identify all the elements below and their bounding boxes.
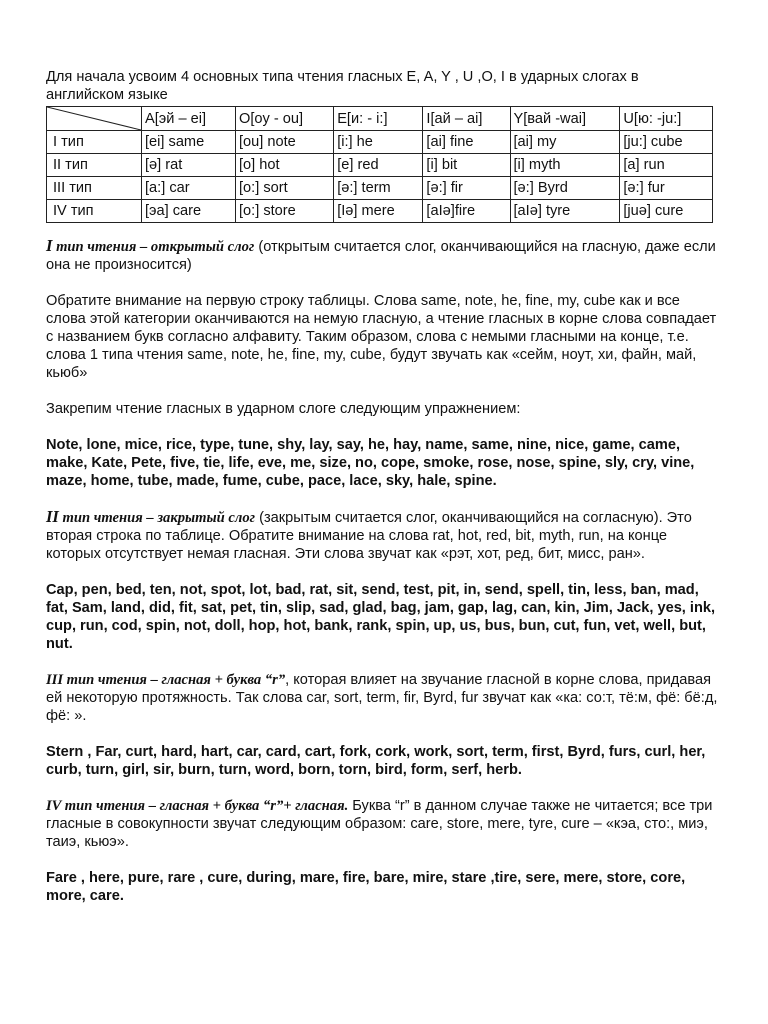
- vowel-reading-table: [46, 106, 713, 223]
- table-cell: [o:] sort: [235, 177, 333, 200]
- table-corner-cell: [47, 107, 142, 131]
- header-cell-o: O[oy - ou]: [235, 107, 333, 131]
- section-4-paragraph: [46, 797, 718, 851]
- section-1-numeral: I: [46, 236, 53, 255]
- section-3-paragraph: [46, 671, 718, 725]
- row-label: I тип: [47, 131, 142, 154]
- section-1-paragraph: Обратите внимание на первую строку таблицы. Слова same, note, he, fine, my, cube как и все слова этой категории оканчиваются на немую гласную, а чтение гласных в корне слова совпадает с названием букв согласно алфавиту. Таким образом, слова с немыми гласными на конце, т.е. слова 1 типа чтения same, note, he, fine, my, cube, будут звучать как «сейм, ноут, хи, файн, май, кьюб»: [46, 293, 717, 381]
- table-cell: [Iə] mere: [334, 200, 423, 223]
- table-cell: [i:] he: [334, 131, 423, 154]
- header-cell-u: U[ю: -ju:]: [620, 107, 713, 131]
- section-3-heading-rest: , которая влияет на звучание гласной в корне слова, придавая ей некоторую протяжность. Так слова car, sort, term, fir, Byrd, fur звучат как «ка: со:т, тё:м, фё: бё:д, фё: ».: [46, 672, 718, 724]
- table-row: [47, 131, 713, 154]
- section-4-heading: IV тип чтения – гласная + буква “r”+ гласная.: [46, 798, 349, 814]
- table-cell: [juə] cure: [620, 200, 713, 223]
- table-cell: [ou] note: [235, 131, 333, 154]
- section-2-heading-text: тип чтения – закрытый слог: [58, 510, 256, 526]
- table-cell: [aIə]fire: [423, 200, 510, 223]
- table-cell: [i] myth: [510, 154, 620, 177]
- table-cell: [ə:] Byrd: [510, 177, 620, 200]
- section-3-heading: III тип чтения – гласная + буква “r”: [46, 672, 286, 688]
- document-page: [46, 68, 718, 905]
- table-cell: [ə:] term: [334, 177, 423, 200]
- table-cell: [i] bit: [423, 154, 510, 177]
- section-1-heading-rest: (открытым считается слог, оканчивающийся на гласную, даже если она не произносится): [46, 239, 716, 273]
- section-2-numeral: II: [46, 507, 59, 526]
- table-cell: [ei] same: [142, 131, 236, 154]
- exercise-intro: Закрепим чтение гласных в ударном слоге следующим упражнением:: [46, 401, 521, 417]
- table-cell: [ai] my: [510, 131, 620, 154]
- table-cell: [ə:] fur: [620, 177, 713, 200]
- table-cell: [ju:] cube: [620, 131, 713, 154]
- section-1-heading-paragraph: [46, 237, 718, 274]
- table-cell: [ai] fine: [423, 131, 510, 154]
- section-1-word-list: Note, lone, mice, rice, type, tune, shy, lay, say, he, hay, name, same, nine, nice, game, came, make, Kate, Pete, five, tie, life, eve, me, size, no, cope, smoke, rose, nose, spine, sly, cry, vine, maze, home, tube, made, fume, cube, pace, lace, sky, hale, spine.: [46, 437, 695, 489]
- section-2-heading: [46, 507, 256, 526]
- section-2-paragraph: [46, 508, 718, 563]
- section-1-heading-text: тип чтения – открытый слог: [52, 239, 255, 255]
- table-row: [47, 200, 713, 223]
- section-2-word-list: Cap, pen, bed, ten, not, spot, lot, bad, rat, sit, send, test, pit, in, send, spell, tin, less, ban, mad, fat, Sam, land, did, fit, sat, pet, tin, slip, sad, glad, bag, jam, gap, lag, can, kin, Jim, Jack, yes, ink, cup, run, cod, spin, not, doll, hop, hot, bank, rank, spin, up, us, bus, bun, cut, fun, vet, well, but, nut.: [46, 582, 716, 652]
- section-2-heading-rest: (закрытым считается слог, оканчивающийся на согласную). Это вторая строка по таблице. Обратите внимание на слова rat, hot, red, bit, myth, run, на конце которых отсутствует немая гласная. Эти слова звучат как «рэт, хот, ред, бит, мисс, ран».: [46, 510, 692, 562]
- header-cell-a: A[эй – ei]: [142, 107, 236, 131]
- section-4-heading-rest: Буква “r” в данном случае также не читается; все три гласные в совокупности звучат следующим образом: care, store, mere, tyre, cure – «кэа, сто:, миэ, таиэ, кьюэ».: [46, 798, 713, 850]
- header-cell-i: I[ай – ai]: [423, 107, 510, 131]
- header-cell-y: Y[вай -wai]: [510, 107, 620, 131]
- section-3-word-list: Stern , Far, curt, hard, hart, car, card, cart, fork, cork, work, sort, term, first, Byrd, furs, curl, her, curb, turn, girl, sir, burn, turn, word, born, torn, bird, form, serf, herb.: [46, 744, 706, 778]
- diagonal-line-icon: [47, 107, 141, 130]
- section-4-word-list: Fare , here, pure, rare , cure, during, mare, fire, bare, mire, stare ,tire, sere, mere, store, core, more, care.: [46, 870, 686, 904]
- row-label: III тип: [47, 177, 142, 200]
- table-cell: [ə] rat: [142, 154, 236, 177]
- table-cell: [aIə] tyre: [510, 200, 620, 223]
- table-cell: [ə:] fir: [423, 177, 510, 200]
- table-cell: [o:] store: [235, 200, 333, 223]
- table-cell: [a:] car: [142, 177, 236, 200]
- row-label: IV тип: [47, 200, 142, 223]
- table-cell: [o] hot: [235, 154, 333, 177]
- section-1-heading: [46, 236, 255, 255]
- row-label: II тип: [47, 154, 142, 177]
- table-cell: [e] red: [334, 154, 423, 177]
- table-header-row: [47, 107, 713, 131]
- table-cell: [эa] care: [142, 200, 236, 223]
- header-cell-e: E[и: - i:]: [334, 107, 423, 131]
- table-row: [47, 177, 713, 200]
- intro-text: Для начала усвоим 4 основных типа чтения гласных E, A, Y , U ,O, I в ударных слогах в английском языке: [46, 69, 639, 103]
- table-cell: [a] run: [620, 154, 713, 177]
- table-row: [47, 154, 713, 177]
